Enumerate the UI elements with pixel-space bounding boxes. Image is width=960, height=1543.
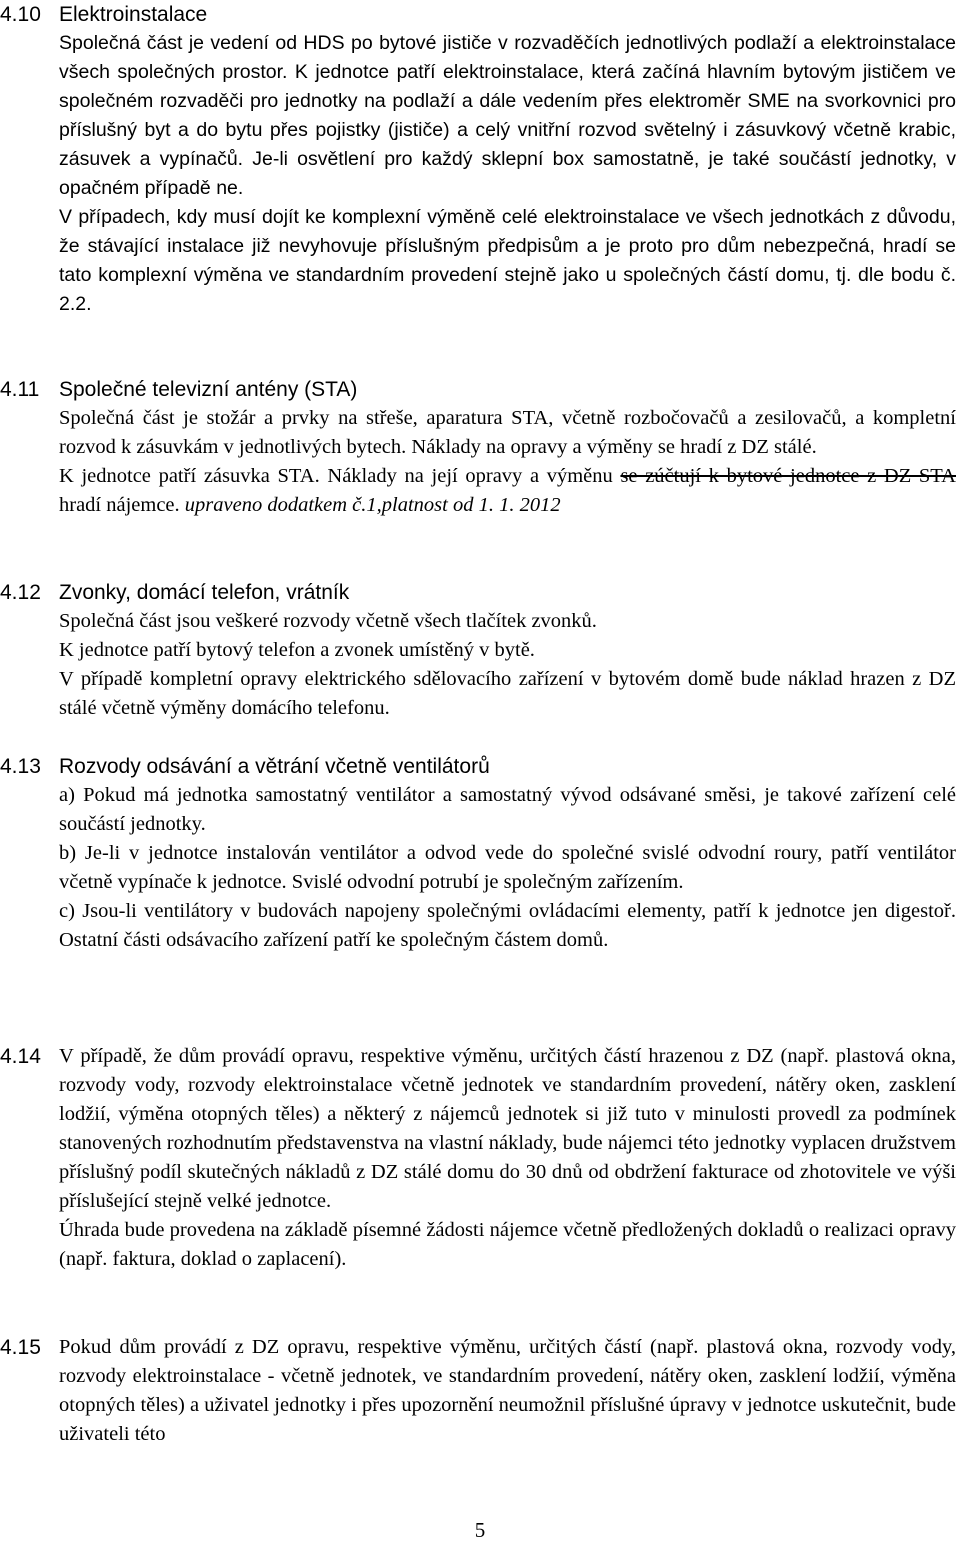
amendment-after: hradí nájemce. xyxy=(59,494,185,516)
section-number: 4.14 xyxy=(0,1045,41,1068)
paragraph: Společná část jsou veškeré rozvody včetně všech tlačítek zvonků. xyxy=(59,610,597,632)
section-title: Zvonky, domácí telefon, vrátník xyxy=(59,581,350,604)
paragraph: Pokud dům provádí z DZ opravu, respektive výměnu, určitých částí (např. plastová okna, rozvody vody, rozvody elektroinstalace - včetně jednotek, ve standardním provedení, nátěry oken, zasklení lodžií, výměna otopných těles) a uživatel jednotky i přes upozornění neumožnil příslušné úpravy v jednotce uskutečnit, bude uživateli této xyxy=(59,1336,956,1445)
paragraph: a) Pokud má jednotka samostatný ventilátor a samostatný vývod odsávané směsi, je takové zařízení celé součástí jednotky. xyxy=(59,784,956,835)
section-title: Společné televizní antény (STA) xyxy=(59,378,358,401)
struck-text: se zúčtují k bytové jednotce z DZ STA xyxy=(620,465,956,487)
section-number: 4.13 xyxy=(0,755,41,778)
paragraph: V případě, že dům provádí opravu, respektive výměnu, určitých částí hrazenou z DZ (např. plastová okna, rozvody vody, rozvody elektroinstalace včetně jednotek ve standardním provedení, nátěry oken, zasklení lodžií, výměna otopných těles) a některý z nájemců jednotek si již tuto v minulosti provedl za podmínek stanovených rozhodnutím představenstva na vlastní náklady, bude nájemci této jednotky vyplacen družstvem příslušný podíl skutečných nákladů z DZ stálé domu do 30 dnů od obdržení fakturace od zhotovitele ve výši příslušející stejně velké jednotce. xyxy=(59,1045,956,1212)
paragraph: V případě kompletní opravy elektrického sdělovacího zařízení v bytovém domě bude náklad hrazen z DZ stálé včetně výměny domácího telefonu. xyxy=(59,668,956,719)
section-body xyxy=(59,1042,956,1274)
page-number: 5 xyxy=(474,1518,486,1542)
section-number: 4.10 xyxy=(0,3,41,26)
paragraph-amendment xyxy=(59,462,956,520)
section-title: Elektroinstalace xyxy=(59,3,208,26)
section-number: 4.11 xyxy=(0,378,40,401)
section-body xyxy=(59,29,956,319)
section-title: Rozvody odsávání a větrání včetně ventilátorů xyxy=(59,755,490,778)
paragraph: K jednotce patří bytový telefon a zvonek umístěný v bytě. xyxy=(59,639,535,661)
paragraph: Úhrada bude provedena na základě písemné žádosti nájemce včetně předložených dokladů o realizaci opravy (např. faktura, doklad o zaplacení). xyxy=(59,1219,956,1270)
section-body xyxy=(59,1333,956,1449)
paragraph: Společná část je vedení od HDS po bytové jističe v rozvaděčích jednotlivých podlaží a elektroinstalace všech společných prostor. K jednotce patří elektroinstalace, která začíná hlavním bytovým jističem ve společném rozvaděči pro jednotky na podlaží a dále vedením přes elektroměr SME na svorkovnici pro příslušný byt a do bytu přes pojistky (jističe) a celý vnitřní rozvod světelný i zásuvkový včetně krabic, zásuvek a vypínačů. Je-li osvětlení pro každý sklepní box samostatně, je také součástí jednotky, v opačném případě ne. xyxy=(59,32,956,199)
section-number: 4.12 xyxy=(0,581,41,604)
paragraph: c) Jsou-li ventilátory v budovách napojeny společnými ovládacími elementy, patří k jednotce jen digestoř. Ostatní části odsávacího zařízení patří ke společným částem domů. xyxy=(59,900,956,951)
section-body xyxy=(59,781,956,955)
paragraph: V případech, kdy musí dojít ke komplexní výměně celé elektroinstalace ve všech jednotkách z důvodu, že stávající instalace již nevyhovuje příslušným předpisům a je proto pro dům nebezpečná, hradí se tato komplexní výměna ve standardním provedení stejně jako u společných částí domu, tj. dle bodu č. 2.2. xyxy=(59,206,956,315)
amendment-lead: K jednotce patří zásuvka STA. Náklady na její opravy a výměnu xyxy=(59,465,621,487)
paragraph: Společná část je stožár a prvky na střeše, aparatura STA, včetně rozbočovačů a zesilovačů, a kompletní rozvod k zásuvkám v jednotlivých bytech. Náklady na opravy a výměny se hradí z DZ stálé. xyxy=(59,407,956,458)
section-body xyxy=(59,607,956,723)
section-number: 4.15 xyxy=(0,1336,41,1359)
section-body xyxy=(59,404,956,520)
amendment-note: upraveno dodatkem č.1,platnost od 1. 1. 2012 xyxy=(184,494,561,516)
paragraph: b) Je-li v jednotce instalován ventilátor a odvod vede do společné svislé odvodní roury, patří ventilátor včetně vypínače k jednotce. Svislé odvodní potrubí je společným zařízením. xyxy=(59,842,956,893)
